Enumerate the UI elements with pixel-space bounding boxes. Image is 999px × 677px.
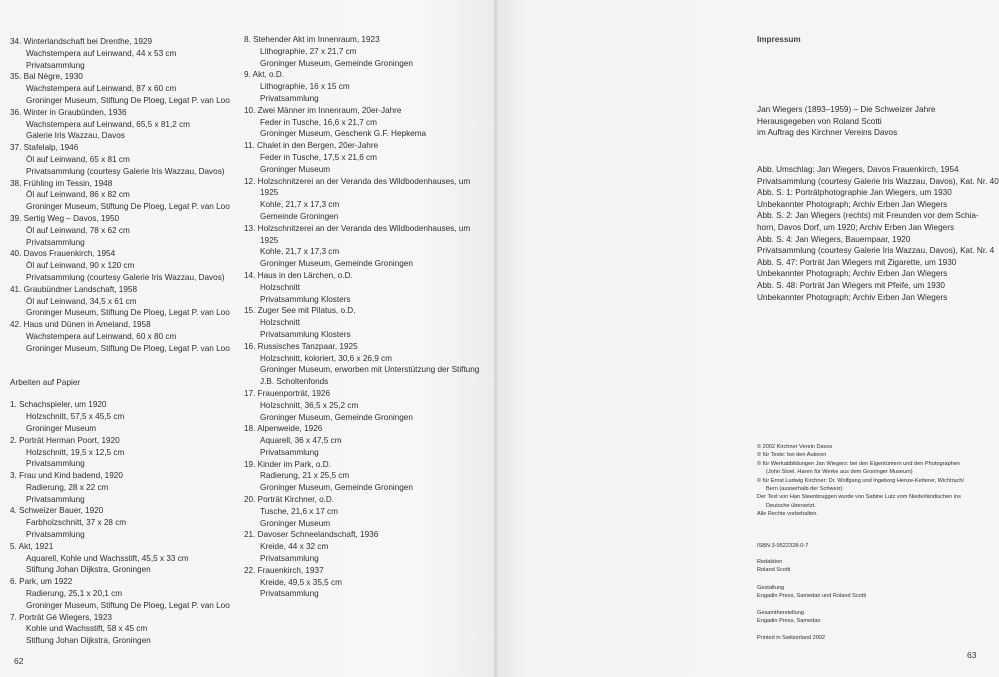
- catalogue-column-1: [10, 36, 242, 647]
- entry-title: 41. Graubündner Landschaft, 1958: [10, 284, 138, 294]
- catalogue-entry: [244, 494, 489, 529]
- entry-detail: Groninger Museum, Stiftung De Ploeg, Legat P. van Loo: [26, 600, 230, 610]
- entry-detail: Privatsammlung: [260, 589, 319, 599]
- section-heading: Arbeiten auf Papier: [10, 377, 81, 387]
- entry-detail: Privatsammlung Klosters: [260, 294, 351, 304]
- entry-detail: Kohle, 21,7 x 17,3 cm: [260, 247, 340, 257]
- book-line: Herausgegeben von Roland Scotti: [757, 116, 882, 126]
- entry-detail: Wachstempera auf Leinwand, 65,5 x 81,2 cm: [26, 119, 190, 129]
- catalogue-entry: [244, 105, 489, 140]
- entry-title: 39. Sertig Weg – Davos, 1950: [10, 213, 120, 223]
- page-number-left: 62: [14, 656, 24, 666]
- catalogue-entry: [10, 612, 242, 647]
- entry-title: 13. Holzschnitzerei an der Veranda des Wildbodenhauses, um: [244, 223, 471, 233]
- catalogue-entry: [10, 71, 242, 106]
- copyright-line: © für Ernst Ludwig Kirchner: Dr. Wolfgang und Ingeborg Henze-Ketterer, Wichtrach/: [757, 477, 965, 484]
- impressum-heading: Impressum: [757, 35, 801, 44]
- entry-title: 42. Haus und Dünen in Ameland, 1958: [10, 320, 151, 330]
- catalogue-entry: [244, 529, 489, 564]
- entry-detail: Tusche, 21,6 x 17 cm: [260, 506, 338, 516]
- entry-detail: Privatsammlung: [26, 459, 85, 469]
- entry-detail: Groninger Museum: [260, 164, 331, 174]
- entry-detail: Holzschnitt, koloriert, 30,6 x 26,9 cm: [260, 353, 392, 363]
- catalogue-entry: [10, 213, 242, 248]
- copyright-line: Der Text von Han Steenbruggen wurde von Sabine Lutz vom Niederländischen ins: [757, 494, 961, 501]
- credit-line: Abb. S. 4: Jan Wiegers, Bauernpaar, 1920: [757, 234, 911, 244]
- entry-title: 34. Winterlandschaft bei Drenthe, 1929: [10, 37, 153, 46]
- credit-line: Privatsammlung (courtesy Galerie Iris Wazzau, Davos), Kat. Nr. 4: [757, 246, 995, 256]
- entry-title: 36. Winter in Graubünden, 1936: [10, 107, 127, 117]
- entry-title: 35. Bal Nègre, 1930: [10, 72, 83, 82]
- paper-works-list-continued: [244, 34, 489, 600]
- catalogue-entry: [10, 36, 242, 71]
- entry-detail: Privatsammlung: [260, 554, 319, 564]
- catalogue-entry: [10, 248, 242, 283]
- entry-detail: Groninger Museum, Stiftung De Ploeg, Legat P. van Loo: [26, 308, 230, 318]
- catalogue-entry: [10, 319, 242, 354]
- credit-line: Unbekannter Photograph; Archiv Erben Jan Wiegers: [757, 292, 948, 302]
- entry-detail: 1925: [260, 235, 279, 245]
- redaktion-value: Roland Scotti: [757, 567, 791, 574]
- entry-detail: Privatsammlung: [26, 60, 85, 70]
- entry-detail: J.B. Scholtenfonds: [260, 377, 329, 387]
- catalogue-entry: [244, 341, 489, 388]
- gestaltung-block: [757, 584, 992, 601]
- credit-line: Abb. S. 48: Porträt Jan Wiegers mit Pfeife, um 1930: [757, 280, 945, 290]
- entry-title: 3. Frau und Kind badend, 1920: [10, 471, 123, 481]
- entry-title: 18. Alpenweide, 1926: [244, 424, 323, 434]
- copyright-line: © für Texte: bei den Autoren: [757, 452, 827, 459]
- entry-detail: Aquarell, 36 x 47,5 cm: [260, 436, 342, 446]
- entry-detail: Holzschnitt, 57,5 x 45,5 cm: [26, 412, 125, 422]
- entry-title: 15. Zuger See mit Pilatus, o.D.: [244, 306, 356, 316]
- catalogue-entry: [244, 459, 489, 494]
- entry-detail: Privatsammlung Klosters: [260, 329, 351, 339]
- entry-detail: Öl auf Leinwand, 34,5 x 61 cm: [26, 296, 137, 306]
- credit-line: Unbekannter Photograph; Archiv Erben Jan Wiegers: [757, 269, 948, 279]
- credit-line: Unbekannter Photograph; Archiv Erben Jan Wiegers: [757, 199, 948, 209]
- entry-detail: Gemeinde Groningen: [260, 211, 339, 221]
- entry-title: 12. Holzschnitzerei an der Veranda des Wildbodenhauses, um: [244, 176, 471, 186]
- entry-detail: Holzschnitt, 36,5 x 25,2 cm: [260, 400, 359, 410]
- copyright-line: © für Werkabbildungen Jan Wiegers: bei den Eigentümern und den Photographen: [757, 460, 961, 467]
- isbn: ISBN 3-9522328-0-7: [757, 543, 809, 549]
- redaktion-block: [757, 558, 992, 575]
- credit-line: Abb. S. 2: Jan Wiegers (rechts) mit Freunden vor dem Schia-: [757, 211, 979, 221]
- entry-title: 5. Akt, 1921: [10, 541, 54, 551]
- copyright-line: Bern (ausserhalb der Schweiz): [766, 486, 843, 493]
- copyright-line: (John Stoel, Haren für Werke aus dem Groninger Museum): [766, 469, 913, 476]
- entry-detail: Groninger Museum: [260, 518, 331, 528]
- credit-line: horn, Davos Dorf, um 1920; Archiv Erben Jan Wiegers: [757, 222, 955, 232]
- gestaltung-value: Engadin Press, Samedan und Roland Scotti: [757, 593, 867, 600]
- entry-detail: Feder in Tusche, 16,6 x 21,7 cm: [260, 117, 377, 127]
- entry-detail: Radierung, 21 x 25,5 cm: [260, 471, 350, 481]
- entry-detail: Holzschnitt: [260, 318, 301, 328]
- entry-title: 19. Kinder im Park, o.D.: [244, 459, 331, 469]
- page-number-right: 63: [967, 650, 977, 660]
- catalogue-column-2: [244, 34, 489, 600]
- paper-works-list: [10, 399, 242, 647]
- image-credits: [757, 164, 999, 303]
- copyright-notes: [757, 443, 992, 519]
- entry-detail: Privatsammlung (courtesy Galerie Iris Wazzau, Davos): [26, 166, 225, 176]
- entry-detail: Groninger Museum, Gemeinde Groningen: [260, 412, 413, 422]
- entry-detail: Öl auf Leinwand, 78 x 62 cm: [26, 225, 130, 235]
- herstellung-label: Gesamtherstellung: [757, 610, 804, 616]
- entry-title: 16. Russisches Tanzpaar, 1925: [244, 341, 358, 351]
- entry-title: 17. Frauenporträt, 1926: [244, 388, 331, 398]
- book-line: Jan Wiegers (1893–1959) – Die Schweizer Jahre: [757, 105, 936, 114]
- catalogue-entry: [244, 305, 489, 340]
- entry-title: 38. Frühling im Tessin, 1948: [10, 178, 113, 188]
- entry-title: 8. Stehender Akt im Innenraum, 1923: [244, 35, 380, 44]
- entry-detail: Privatsammlung: [26, 494, 85, 504]
- catalogue-entry: [10, 284, 242, 319]
- entry-title: 20. Porträt Kirchner, o.D.: [244, 495, 335, 505]
- entry-detail: Privatsammlung: [26, 530, 85, 540]
- catalogue-entry: [10, 107, 242, 142]
- catalogue-entry: [244, 565, 489, 600]
- entry-title: 4. Schweizer Bauer, 1920: [10, 506, 104, 516]
- entry-detail: Aquarell, Kohle und Wachsstift, 45,5 x 33 cm: [26, 553, 189, 563]
- entry-detail: Groninger Museum, Geschenk G.F. Hepkema: [260, 129, 427, 139]
- right-page: [497, 0, 999, 677]
- catalogue-entry: [244, 69, 489, 104]
- entry-detail: Groninger Museum, Gemeinde Groningen: [260, 259, 413, 269]
- entry-detail: Stiftung Johan Dijkstra, Groningen: [26, 565, 151, 575]
- entry-title: 37. Stafelalp, 1946: [10, 143, 79, 153]
- entry-detail: Lithographie, 16 x 15 cm: [260, 82, 350, 92]
- credit-line: Abb. S. 1: Porträtphotographie Jan Wiegers, um 1930: [757, 188, 952, 198]
- entry-title: 22. Frauenkirch, 1937: [244, 565, 324, 575]
- entry-detail: Öl auf Leinwand, 90 x 120 cm: [26, 261, 135, 271]
- catalogue-entry: [244, 223, 489, 270]
- herstellung-value: Engadin Press, Samedan: [757, 618, 821, 625]
- left-page: [0, 0, 495, 677]
- entry-detail: Stiftung Johan Dijkstra, Groningen: [26, 636, 151, 646]
- copyright-line: Deutsche übersetzt.: [766, 502, 816, 509]
- entry-detail: Lithographie, 27 x 21,7 cm: [260, 46, 357, 56]
- entry-detail: Kohle, 21,7 x 17,3 cm: [260, 200, 340, 210]
- copyright-line: © 2002 Kirchner Verein Davos: [757, 444, 833, 450]
- entry-detail: Radierung, 28 x 22 cm: [26, 482, 109, 492]
- entry-detail: 1925: [260, 188, 279, 198]
- catalogue-entry: [244, 423, 489, 458]
- entry-detail: Groninger Museum, Stiftung De Ploeg, Legat P. van Loo: [26, 202, 230, 212]
- catalogue-entry: [244, 34, 489, 69]
- entry-detail: Groninger Museum, Gemeinde Groningen: [260, 58, 413, 68]
- entry-detail: Groninger Museum, Stiftung De Ploeg, Legat P. van Loo: [26, 343, 230, 353]
- entry-detail: Kreide, 49,5 x 35,5 cm: [260, 577, 342, 587]
- entry-detail: Privatsammlung: [260, 93, 319, 103]
- entry-detail: Kreide, 44 x 32 cm: [260, 542, 329, 552]
- entry-detail: Groninger Museum: [26, 423, 97, 433]
- entry-title: 7. Porträt Gé Wiegers, 1923: [10, 612, 112, 622]
- catalogue-entry: [244, 140, 489, 175]
- catalogue-entry: [10, 142, 242, 177]
- entry-title: 2. Porträt Herman Poort, 1920: [10, 435, 120, 445]
- entry-detail: Wachstempera auf Leinwand, 87 x 60 cm: [26, 84, 177, 94]
- catalogue-entry: [244, 270, 489, 305]
- catalogue-entry: [10, 435, 242, 470]
- entry-detail: Holzschnitt, 19,5 x 12,5 cm: [26, 447, 125, 457]
- credit-line: Abb. S. 47: Porträt Jan Wiegers mit Zigarette, um 1930: [757, 257, 957, 267]
- entry-detail: Groninger Museum, Gemeinde Groningen: [260, 483, 413, 493]
- catalogue-entry: [10, 178, 242, 213]
- entry-title: 1. Schachspieler, um 1920: [10, 400, 107, 410]
- entry-title: 6. Park, um 1922: [10, 577, 73, 587]
- entry-detail: Groninger Museum, Stiftung De Ploeg, Legat P. van Loo: [26, 95, 230, 105]
- entry-title: 40. Davos Frauenkirch, 1954: [10, 249, 116, 259]
- herstellung-block: [757, 609, 992, 626]
- entry-detail: Kohle und Wachsstift, 58 x 45 cm: [26, 624, 148, 634]
- entry-detail: Öl auf Leinwand, 86 x 82 cm: [26, 190, 130, 200]
- entry-title: 14. Haus in den Lärchen, o.D.: [244, 270, 353, 280]
- catalogue-entry: [244, 176, 489, 223]
- entry-detail: Privatsammlung: [260, 447, 319, 457]
- entry-title: 21. Davoser Schneelandschaft, 1936: [244, 530, 379, 540]
- entry-detail: Öl auf Leinwand, 65 x 81 cm: [26, 154, 130, 164]
- entry-detail: Groninger Museum, erworben mit Unterstützung der Stiftung: [260, 365, 480, 375]
- credit-line: Privatsammlung (courtesy Galerie Iris Wazzau, Davos), Kat. Nr. 40: [757, 176, 999, 186]
- catalogue-entry: [10, 399, 242, 434]
- catalogue-entry: [10, 576, 242, 611]
- catalogue-entry: [244, 388, 489, 423]
- entry-detail: Privatsammlung (courtesy Galerie Iris Wazzau, Davos): [26, 272, 225, 282]
- gestaltung-label: Gestaltung: [757, 585, 785, 591]
- entry-detail: Privatsammlung: [26, 237, 85, 247]
- book-title-block: [757, 104, 992, 139]
- entry-detail: Wachstempera auf Leinwand, 44 x 53 cm: [26, 48, 177, 58]
- entry-title: 11. Chalet in den Bergen, 20er-Jahre: [244, 141, 379, 151]
- copyright-line: Alle Rechte vorbehalten.: [757, 511, 818, 518]
- entry-detail: Wachstempera auf Leinwand, 60 x 80 cm: [26, 331, 177, 341]
- catalogue-entry: [10, 470, 242, 505]
- entry-detail: Holzschnitt: [260, 282, 301, 292]
- credit-line: Abb. Umschlag: Jan Wiegers, Davos Frauenkirch, 1954: [757, 165, 959, 174]
- entry-detail: Feder in Tusche, 17,5 x 21,6 cm: [260, 152, 377, 162]
- printed-note: Printed in Switzerland 2002: [757, 635, 826, 641]
- entry-title: 10. Zwei Männer im Innenraum, 20er-Jahre: [244, 105, 402, 115]
- book-line: im Auftrag des Kirchner Vereins Davos: [757, 128, 898, 138]
- entry-detail: Farbholzschnitt, 37 x 28 cm: [26, 518, 127, 528]
- entry-detail: Radierung, 25,1 x 20,1 cm: [26, 589, 123, 599]
- entry-detail: Galerie Iris Wazzau, Davos: [26, 131, 125, 141]
- catalogue-entry: [10, 505, 242, 540]
- painting-list: [10, 36, 242, 355]
- entry-title: 9. Akt, o.D.: [244, 70, 285, 80]
- redaktion-label: Redaktion: [757, 559, 783, 565]
- catalogue-entry: [10, 541, 242, 576]
